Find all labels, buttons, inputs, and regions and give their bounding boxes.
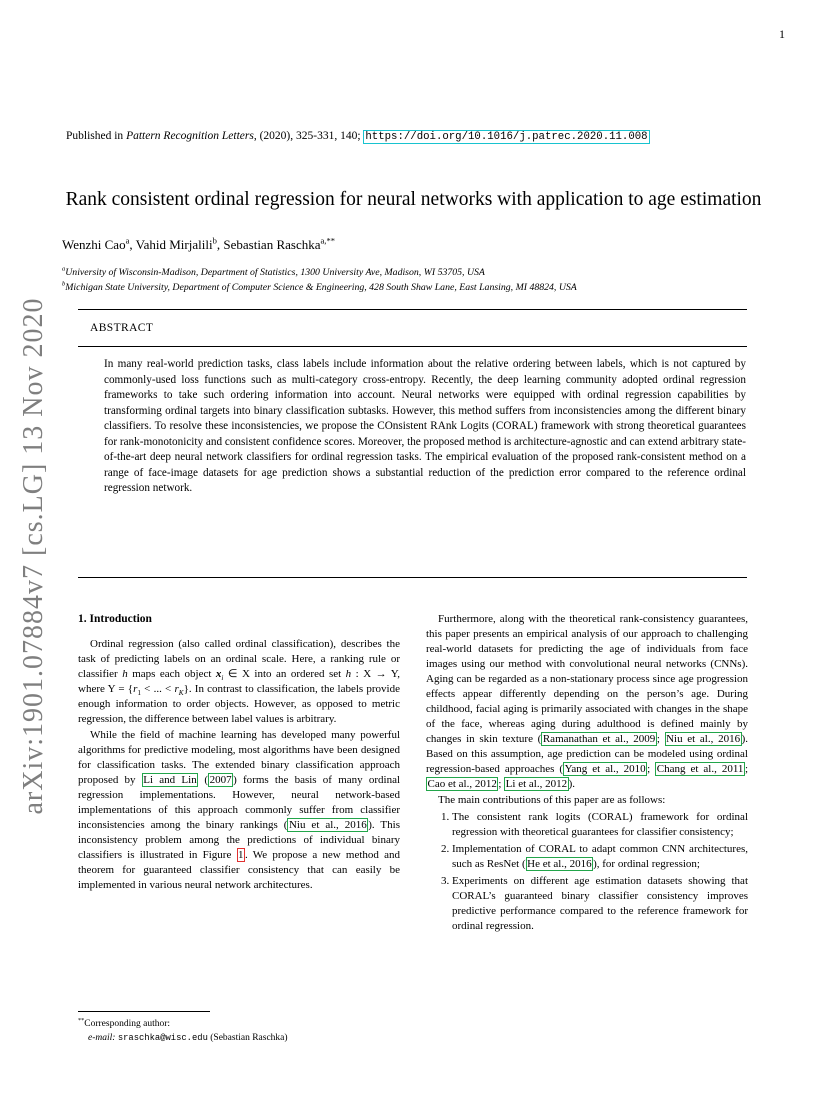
text-segment: Implementation of CORAL to adapt common CNN architectures, such as ResNet (: [452, 843, 748, 870]
footnote-email-line: [78, 1031, 408, 1045]
citation-link[interactable]: Li and Lin: [143, 774, 197, 786]
paper-title: Rank consistent ordinal regression for neural networks with application to age estimation: [65, 189, 762, 210]
body-columns: [78, 612, 748, 936]
abstract-heading: ABSTRACT: [90, 322, 154, 334]
contribution-item-1: [452, 810, 748, 840]
text-segment: ). Based on this assumption, age prediction can be modeled using ordinal regression-based approaches (: [426, 733, 748, 775]
right-column: [426, 612, 748, 936]
text-segment: : X → Y, where Y = {: [78, 668, 400, 695]
contribution-item-2: [452, 842, 748, 872]
text-segment: 1: [137, 689, 141, 698]
citation-link[interactable]: Li et al., 2012: [505, 778, 568, 790]
footnote-block: [78, 1017, 408, 1045]
citation-link[interactable]: Niu et al., 2016: [666, 733, 741, 745]
text-segment: University of Wisconsin-Madison, Department of Statistics, 1300 University Ave, Madison, WI 53705, USA: [65, 267, 485, 278]
published-line: [66, 130, 650, 143]
left-column: [78, 612, 400, 936]
text-segment: (Sebastian Raschka): [207, 1033, 288, 1043]
intro-paragraph-2: [78, 728, 400, 893]
citation-link[interactable]: Cao et al., 2012: [427, 778, 497, 790]
contribution-item-3: [452, 874, 748, 934]
footnote-corresponding-author: [78, 1017, 408, 1031]
text-segment: K: [178, 689, 184, 698]
text-segment: Experiments on different age estimation datasets showing that CORAL’s guaranteed binary classifier consistency improves predictive performance compared to the reference framework for ordinal regression.: [452, 875, 748, 932]
text-segment: r: [174, 683, 179, 695]
text-segment: Furthermore, along with the theoretical rank-consistency guarantees, this paper presents an empirical analysis of our approach to challenging real-world datasets for predicting the age of individuals from face images using our method with convolutional neural networks (CNNs). Aging can be regarded as a non-stationary process since age progression effects appear differently depending on the person’s age. During childhood, facial aging is primarily associated with changes in the shape of the face, whereas aging during adulthood is defined mainly by changes in skin texture (: [426, 613, 748, 745]
text-segment: Michigan State University, Department of Computer Science & Engineering, 428 South Shaw Lane, East Lansing, MI 48824, USA: [65, 281, 577, 293]
text-segment: < ... <: [140, 683, 175, 695]
intro-paragraph-1: [78, 637, 400, 727]
url-link[interactable]: https://doi.org/10.1016/j.patrec.2020.11.008: [365, 131, 648, 143]
footnote-rule: [78, 1011, 210, 1012]
contributions-list: [426, 810, 748, 934]
text-segment: r: [133, 683, 138, 695]
email-link[interactable]: sraschka@wisc.edu: [117, 1033, 208, 1043]
text-segment: ). This inconsistency problem among the predictions of individual binary classifiers is illustrated in Figure: [78, 819, 400, 861]
text-segment: ) forms the basis of many ordinal regression implementations. However, neural network-based implementations of this approach commonly suffer from classifier inconsistencies among the binary rankings (: [78, 774, 401, 831]
text-segment: ;: [656, 733, 665, 745]
text-segment: Wenzhi Cao: [62, 237, 126, 252]
text-segment: ;: [647, 763, 656, 775]
text-segment: e-mail:: [88, 1033, 118, 1043]
text-segment: x: [215, 668, 222, 680]
abstract-text: In many real-world prediction tasks, class labels include information about the relative ordering between labels, which is not captured by commonly-used loss functions such as multi-category cross-entropy. Recently, the deep learning community adopted ordinal regression frameworks to take such ordering information into account. Neural networks were equipped with ordinal regression capabilities by transforming ordinal targets into binary classification subtasks. However, this method suffers from inconsistencies among the different binary classifiers. To resolve these inconsistencies, we propose the COnsistent RAnk Logits (CORAL) framework with strong theoretical guarantees for rank-monotonicity and consistent confidence scores. Moreover, the proposed method is architecture-agnostic and can extend arbitrary state-of-the-art deep neural network classifiers for ordinal regression tasks. The empirical evaluation of the proposed rank-consistent method on a range of face-image datasets for age prediction shows a substantial reduction of the prediction error compared to the reference ordinal regression network.: [104, 358, 746, 494]
text-segment: **: [78, 1016, 85, 1024]
text-segment: , Vahid Mirjalili: [129, 237, 213, 252]
affiliations-block: [62, 266, 577, 295]
citation-link[interactable]: Ramanathan et al., 2009: [542, 733, 656, 745]
text-segment: While the field of machine learning has developed many powerful algorithms for predictive modeling, most algorithms have been designed for classification tasks. The extended binary classification approach proposed by: [78, 729, 400, 786]
citation-link[interactable]: He et al., 2016: [527, 858, 592, 870]
abstract-rule-bottom: [78, 577, 747, 578]
text-segment: ;: [744, 763, 748, 775]
text-segment: The consistent rank logits (CORAL) framework for ordinal regression with theoretical guarantees for classifier consistency;: [452, 811, 748, 838]
text-segment: Corresponding author:: [84, 1019, 171, 1029]
text-segment: . We propose a new method and theorem for guaranteed classifier consistency that can easily be implemented in various neural network architectures.: [78, 849, 400, 891]
text-segment: ).: [568, 778, 575, 790]
text-segment: ), for ordinal regression;: [593, 858, 700, 870]
text-segment: , Sebastian Raschka: [216, 237, 321, 252]
arxiv-watermark: arXiv:1901.07884v7 [cs.LG] 13 Nov 2020: [18, 297, 49, 815]
text-segment: h: [345, 668, 352, 680]
citation-link[interactable]: Yang et al., 2010: [564, 763, 646, 775]
affiliation-b: [62, 281, 577, 296]
text-segment: a,**: [320, 235, 336, 246]
text-segment: b: [212, 235, 217, 246]
text-segment: (: [198, 774, 209, 786]
text-segment: Ordinal regression (also called ordinal classification), describes the task of predicting labels on an ordinal scale. Here, a ranking rule or classifier: [78, 638, 400, 680]
abstract-rule-mid: [78, 346, 747, 347]
affiliation-a: [62, 266, 577, 281]
text-segment: a: [62, 265, 66, 273]
author-line: [62, 237, 335, 253]
section-heading-introduction: 1. Introduction: [78, 613, 152, 625]
text-segment: a: [125, 235, 130, 246]
text-segment: h: [122, 668, 128, 680]
text-segment: ∈ X into an ordered set: [223, 668, 346, 680]
text-segment: b: [62, 280, 66, 288]
text-segment: Published in: [66, 130, 127, 142]
figure-ref-link[interactable]: 1: [238, 849, 244, 861]
text-segment: , (2020), 325-331, 140;: [253, 130, 364, 142]
citation-link[interactable]: 2007: [209, 774, 232, 786]
text-segment: ;: [498, 778, 505, 790]
text-segment: maps each object: [127, 668, 216, 680]
citation-link[interactable]: Niu et al., 2016: [288, 819, 367, 831]
text-segment: i: [221, 674, 224, 683]
contributions-intro: The main contributions of this paper are as follows:: [438, 794, 666, 806]
text-segment: }. In contrast to classification, the labels provide enough information to order objects. However, as opposed to metric regression, the difference between label values is arbitrary.: [78, 683, 400, 725]
abstract-rule-top: [78, 309, 747, 310]
page-number: 1: [779, 27, 785, 41]
citation-link[interactable]: Chang et al., 2011: [656, 763, 744, 775]
right-paragraph-1: [426, 612, 748, 792]
text-segment: Pattern Recognition Letters: [126, 130, 254, 142]
